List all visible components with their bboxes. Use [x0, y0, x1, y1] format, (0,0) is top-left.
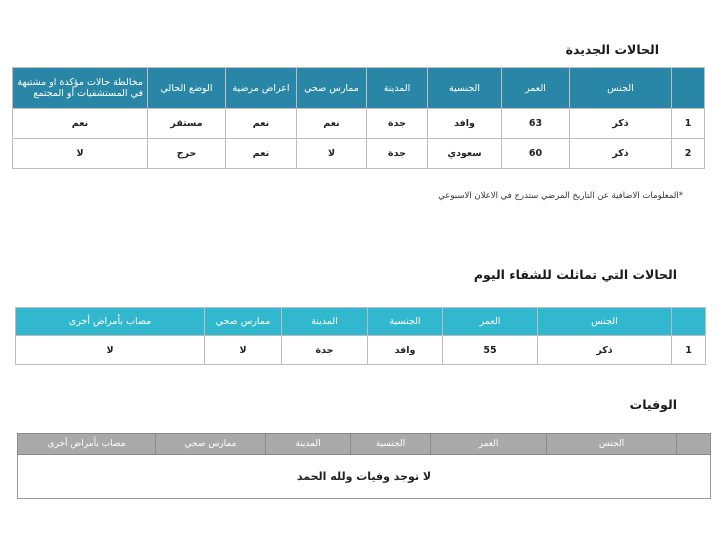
header-index [677, 434, 711, 455]
header-contact: مخالطة حالات مؤكدة او مشتبهة في المستشفيات أو المجتمع [13, 68, 148, 109]
header-other-diseases: مصاب بأمراض أخرى [18, 434, 156, 455]
cell-health-practitioner: نعم [297, 109, 367, 139]
cell-health-practitioner: لا [297, 139, 367, 169]
cell-age: 60 [502, 139, 570, 169]
cell-gender: ذكر [570, 109, 672, 139]
header-age: العمر [502, 68, 570, 109]
header-city: المدينة [266, 434, 351, 455]
cell-age: 63 [502, 109, 570, 139]
header-city: المدينة [282, 308, 368, 336]
table-row [16, 336, 706, 365]
cell-symptoms: نعم [226, 139, 297, 169]
cell-health-practitioner: لا [205, 336, 282, 365]
header-nationality: الجنسية [428, 68, 502, 109]
header-nationality: الجنسية [368, 308, 443, 336]
cell-other-diseases: لا [16, 336, 205, 365]
table-row [13, 139, 705, 169]
cell-city: جدة [367, 139, 428, 169]
header-nationality: الجنسية [351, 434, 431, 455]
table-row [13, 109, 705, 139]
table-row [18, 455, 711, 499]
recovered-table [15, 307, 706, 365]
new-cases-table [12, 67, 705, 169]
cell-index: 1 [672, 336, 706, 365]
header-gender: الجنس [570, 68, 672, 109]
header-health-practitioner: ممارس صحي [205, 308, 282, 336]
header-symptoms: اعراض مرضية [226, 68, 297, 109]
header-gender: الجنس [547, 434, 677, 455]
recovered-header-row [16, 308, 706, 336]
header-city: المدينة [367, 68, 428, 109]
header-current-status: الوضع الحالي [148, 68, 226, 109]
new-cases-title: الحالات الجديدة [565, 42, 659, 57]
deaths-header-row [18, 434, 711, 455]
header-health-practitioner: ممارس صحي [156, 434, 266, 455]
deaths-title: الوفيات [629, 397, 677, 412]
header-other-diseases: مصاب بأمراض أخرى [16, 308, 205, 336]
cell-nationality: وافد [428, 109, 502, 139]
additional-info-note: *المعلومات الاضافية عن التاريخ المرضي ستدرج في الاعلان الاسبوعي [438, 191, 683, 201]
cell-gender: ذكر [538, 336, 672, 365]
cell-index: 1 [672, 109, 705, 139]
header-index [672, 308, 706, 336]
no-deaths-message: لا توجد وفيات ولله الحمد [18, 455, 711, 499]
cell-city: جدة [367, 109, 428, 139]
cell-contact: نعم [13, 109, 148, 139]
header-age: العمر [431, 434, 547, 455]
header-gender: الجنس [538, 308, 672, 336]
header-index [672, 68, 705, 109]
header-health-practitioner: ممارس صحي [297, 68, 367, 109]
cell-city: جدة [282, 336, 368, 365]
recovered-title: الحالات التي تماثلت للشفاء اليوم [473, 267, 677, 282]
cell-current-status: حرج [148, 139, 226, 169]
cell-current-status: مستقر [148, 109, 226, 139]
cell-symptoms: نعم [226, 109, 297, 139]
cell-index: 2 [672, 139, 705, 169]
cell-nationality: سعودي [428, 139, 502, 169]
new-cases-header-row [13, 68, 705, 109]
cell-gender: ذكر [570, 139, 672, 169]
deaths-table [17, 433, 711, 499]
cell-age: 55 [443, 336, 538, 365]
cell-nationality: وافد [368, 336, 443, 365]
cell-contact: لا [13, 139, 148, 169]
header-age: العمر [443, 308, 538, 336]
